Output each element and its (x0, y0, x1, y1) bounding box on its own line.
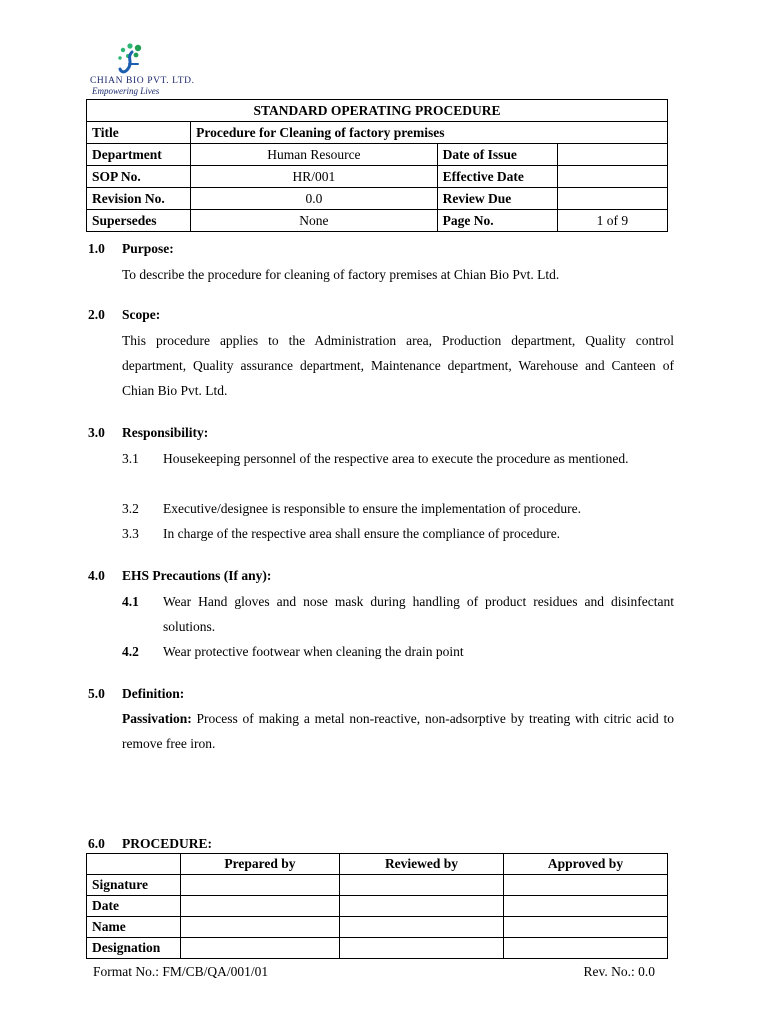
scope-text: This procedure applies to the Administration area, Production department, Quality control department, Quality assurance department, Maintenance department, Warehouse and Canteen of Chian Bio Pvt. Ltd. (122, 333, 674, 398)
item-number: 3.3 (122, 526, 139, 541)
sop-no-value: HR/001 (191, 166, 437, 188)
sop-title-row (87, 100, 668, 122)
supersedes-value: None (191, 210, 437, 232)
effective-date-label: Effective Date (437, 166, 557, 188)
definition-text (122, 706, 674, 756)
item-text: Wear protective footwear when cleaning the drain point (163, 644, 464, 659)
signoff-cell (504, 917, 668, 938)
item-text: In charge of the respective area shall ensure the compliance of procedure. (163, 526, 561, 541)
definition-heading (88, 686, 184, 702)
title-row (87, 122, 668, 144)
section-number: 3.0 (88, 425, 105, 440)
revision-value: 0.0 (191, 188, 437, 210)
signature-row (87, 875, 668, 896)
signoff-cell (181, 917, 340, 938)
section-title: Scope: (122, 307, 161, 322)
section-title: Responsibility: (122, 425, 209, 440)
section-number: 2.0 (88, 307, 105, 322)
item-text: Wear Hand gloves and nose mask during handling of product residues and disinfectant solutions. (163, 594, 674, 634)
page-no-value: 1 of 9 (557, 210, 667, 232)
signoff-cell (181, 938, 340, 959)
company-tagline: Empowering Lives (92, 86, 160, 96)
ehs-heading (88, 568, 271, 584)
sop-no-label: SOP No. (87, 166, 191, 188)
title-label: Title (87, 122, 191, 144)
sop-no-row (87, 166, 668, 188)
row-label: Signature (87, 875, 181, 896)
supersedes-row (87, 210, 668, 232)
item-number: 3.1 (122, 451, 139, 466)
department-row (87, 144, 668, 166)
page-no-label: Page No. (437, 210, 557, 232)
signoff-cell (340, 917, 504, 938)
signoff-corner (87, 854, 181, 875)
item-number: 3.2 (122, 501, 139, 516)
signoff-cell (340, 938, 504, 959)
section-number: 1.0 (88, 241, 105, 256)
sop-header-table (86, 99, 668, 232)
purpose-text: To describe the procedure for cleaning of factory premises at Chian Bio Pvt. Ltd. (122, 267, 560, 282)
company-name: CHIAN BIO PVT. LTD. (90, 76, 195, 86)
designation-row (87, 938, 668, 959)
signoff-cell (181, 875, 340, 896)
item-text: Executive/designee is responsible to ensure the implementation of procedure. (163, 501, 581, 516)
sop-title: STANDARD OPERATING PROCEDURE (87, 100, 668, 122)
logo-mark-icon (108, 42, 148, 76)
reviewed-by-header: Reviewed by (340, 854, 504, 875)
section-title: EHS Precautions (If any): (122, 568, 272, 583)
date-of-issue-label: Date of Issue (437, 144, 557, 166)
purpose-heading (88, 241, 174, 257)
definition-term: Passivation: (122, 711, 192, 726)
scope-heading (88, 307, 160, 323)
signoff-table (86, 853, 668, 959)
row-label: Name (87, 917, 181, 938)
signoff-cell (181, 896, 340, 917)
row-label: Designation (87, 938, 181, 959)
effective-date-value (557, 166, 667, 188)
date-row (87, 896, 668, 917)
section-title: Purpose: (122, 241, 174, 256)
section-number: 6.0 (88, 836, 105, 851)
title-value: Procedure for Cleaning of factory premises (191, 122, 668, 144)
signoff-cell (340, 896, 504, 917)
row-label: Date (87, 896, 181, 917)
revision-label: Revision No. (87, 188, 191, 210)
item-text: Housekeeping personnel of the respective area to execute the procedure as mentioned. (163, 451, 629, 466)
company-logo (86, 40, 236, 100)
approved-by-header: Approved by (504, 854, 668, 875)
signoff-cell (504, 896, 668, 917)
item-number: 4.1 (122, 594, 139, 609)
definition-body: Process of making a metal non-reactive, non-adsorptive by treating with citric acid to remove free iron. (122, 711, 674, 751)
signoff-header-row (87, 854, 668, 875)
section-number: 4.0 (88, 568, 105, 583)
section-title: Definition: (122, 686, 185, 701)
date-of-issue-value (557, 144, 667, 166)
signoff-cell (504, 938, 668, 959)
revision-row (87, 188, 668, 210)
prepared-by-header: Prepared by (181, 854, 340, 875)
procedure-heading (88, 836, 212, 852)
signoff-cell (340, 875, 504, 896)
signoff-cell (504, 875, 668, 896)
department-value: Human Resource (191, 144, 437, 166)
name-row (87, 917, 668, 938)
responsibility-heading (88, 425, 208, 441)
section-number: 5.0 (88, 686, 105, 701)
review-due-value (557, 188, 667, 210)
footer-revision: Rev. No.: 0.0 (583, 964, 655, 979)
department-label: Department (87, 144, 191, 166)
item-number: 4.2 (122, 644, 139, 659)
format-number: Format No.: FM/CB/QA/001/01 (93, 964, 269, 979)
review-due-label: Review Due (437, 188, 557, 210)
section-title: PROCEDURE: (122, 836, 212, 851)
supersedes-label: Supersedes (87, 210, 191, 232)
